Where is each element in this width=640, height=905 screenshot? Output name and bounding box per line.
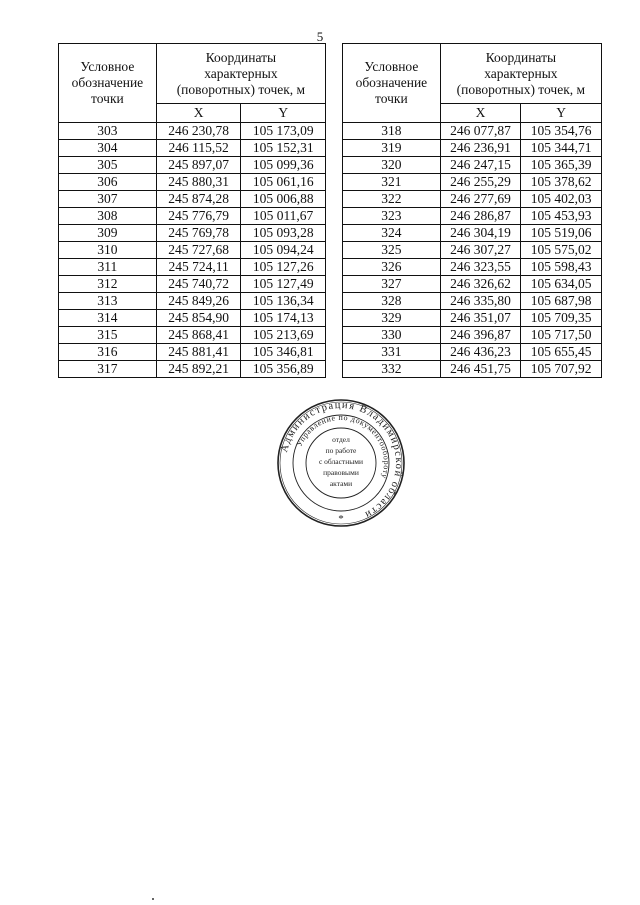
x-coord-cell: 246 351,07 [440, 310, 521, 327]
table-row [343, 225, 602, 242]
x-coord-cell: 246 304,19 [440, 225, 521, 242]
table-row [59, 157, 326, 174]
point-id-cell: 325 [343, 242, 441, 259]
y-coord-cell: 105 354,76 [521, 123, 602, 140]
y-coord-cell: 105 099,36 [241, 157, 326, 174]
point-label-line: обозначение [71, 75, 144, 90]
stamp-outer-text: Администрация Владимирской области [279, 399, 405, 521]
x-coord-cell: 245 868,41 [156, 327, 241, 344]
x-coord-cell: 246 230,78 [156, 123, 241, 140]
y-coord-cell: 105 709,35 [521, 310, 602, 327]
point-id-cell: 308 [59, 208, 157, 225]
table-row [343, 361, 602, 378]
coords-label-line: Координаты [485, 49, 557, 65]
svg-text:с областными: с областными [318, 457, 364, 466]
x-coord-cell: 245 874,28 [156, 191, 241, 208]
point-label-line: точки [375, 91, 408, 106]
svg-text:отдел: отдел [332, 435, 350, 444]
coordinates-table-left [58, 43, 326, 378]
table-row [59, 174, 326, 191]
x-coord-cell: 245 727,68 [156, 242, 241, 259]
x-header: X [156, 104, 241, 123]
y-coord-cell: 105 152,31 [241, 140, 326, 157]
point-label-line: Условное [80, 59, 135, 74]
point-label-line: обозначение [355, 75, 428, 90]
point-label-header [343, 44, 441, 123]
x-coord-cell: 246 307,27 [440, 242, 521, 259]
point-id-cell: 320 [343, 157, 441, 174]
table-row [343, 174, 602, 191]
point-id-cell: 323 [343, 208, 441, 225]
y-coord-cell: 105 717,50 [521, 327, 602, 344]
x-coord-cell: 245 849,26 [156, 293, 241, 310]
stamp-center-text [319, 435, 363, 488]
x-header: X [440, 104, 521, 123]
x-coord-cell: 246 236,91 [440, 140, 521, 157]
table-row [59, 293, 326, 310]
point-id-cell: 312 [59, 276, 157, 293]
x-coord-cell: 245 880,31 [156, 174, 241, 191]
stamp-inner-text: Управление по документообороту [294, 412, 392, 481]
table-row [343, 208, 602, 225]
point-id-cell: 306 [59, 174, 157, 191]
y-coord-cell: 105 344,71 [521, 140, 602, 157]
x-coord-cell: 246 323,55 [440, 259, 521, 276]
table-row [59, 361, 326, 378]
y-coord-cell: 105 519,06 [521, 225, 602, 242]
x-coord-cell: 246 077,87 [440, 123, 521, 140]
y-coord-cell: 105 011,67 [241, 208, 326, 225]
y-coord-cell: 105 136,34 [241, 293, 326, 310]
x-coord-cell: 246 436,23 [440, 344, 521, 361]
point-id-cell: 309 [59, 225, 157, 242]
table-row [343, 293, 602, 310]
y-coord-cell: 105 707,92 [521, 361, 602, 378]
point-id-cell: 316 [59, 344, 157, 361]
table-row [59, 276, 326, 293]
coords-label-line: характерных [484, 65, 558, 81]
coords-label-header [156, 44, 325, 104]
point-id-cell: 317 [59, 361, 157, 378]
y-coord-cell: 105 356,89 [241, 361, 326, 378]
table-row [59, 242, 326, 259]
table-body-left [59, 123, 326, 378]
x-coord-cell: 246 255,29 [440, 174, 521, 191]
y-coord-cell: 105 093,28 [241, 225, 326, 242]
table-row [343, 123, 602, 140]
point-id-cell: 329 [343, 310, 441, 327]
y-coord-cell: 105 453,93 [521, 208, 602, 225]
y-coord-cell: 105 213,69 [241, 327, 326, 344]
point-id-cell: 310 [59, 242, 157, 259]
x-coord-cell: 246 277,69 [440, 191, 521, 208]
table-row [343, 140, 602, 157]
scan-dot [152, 898, 154, 900]
table-row [59, 310, 326, 327]
y-coord-cell: 105 061,16 [241, 174, 326, 191]
table-row [59, 225, 326, 242]
coords-label-line: (поворотных) точек, м [456, 81, 586, 97]
x-coord-cell: 246 326,62 [440, 276, 521, 293]
coords-label-header [440, 44, 601, 104]
table-body-right [343, 123, 602, 378]
x-coord-cell: 245 892,21 [156, 361, 241, 378]
point-id-cell: 315 [59, 327, 157, 344]
point-id-cell: 313 [59, 293, 157, 310]
x-coord-cell: 246 451,75 [440, 361, 521, 378]
table-row [343, 242, 602, 259]
point-label-header [59, 44, 157, 123]
svg-text:актами: актами [329, 479, 353, 488]
y-coord-cell: 105 127,49 [241, 276, 326, 293]
point-id-cell: 319 [343, 140, 441, 157]
coords-label-line: (поворотных) точек, м [176, 81, 306, 97]
y-coord-cell: 105 365,39 [521, 157, 602, 174]
svg-text:правовыми: правовыми [323, 468, 359, 477]
coords-label-line: Координаты [205, 49, 277, 65]
y-coord-cell: 105 094,24 [241, 242, 326, 259]
x-coord-cell: 245 897,07 [156, 157, 241, 174]
y-coord-cell: 105 402,03 [521, 191, 602, 208]
x-coord-cell: 246 115,52 [156, 140, 241, 157]
y-coord-cell: 105 173,09 [241, 123, 326, 140]
point-id-cell: 314 [59, 310, 157, 327]
point-id-cell: 318 [343, 123, 441, 140]
x-coord-cell: 246 247,15 [440, 157, 521, 174]
x-coord-cell: 245 724,11 [156, 259, 241, 276]
point-id-cell: 327 [343, 276, 441, 293]
table-row [343, 259, 602, 276]
point-id-cell: 331 [343, 344, 441, 361]
point-id-cell: 330 [343, 327, 441, 344]
coords-label-line: характерных [204, 65, 278, 81]
point-id-cell: 326 [343, 259, 441, 276]
y-header: Y [241, 104, 326, 123]
table-row [59, 208, 326, 225]
x-coord-cell: 245 854,90 [156, 310, 241, 327]
y-coord-cell: 105 655,45 [521, 344, 602, 361]
table-row [59, 259, 326, 276]
table-row [343, 310, 602, 327]
y-coord-cell: 105 378,62 [521, 174, 602, 191]
x-coord-cell: 246 335,80 [440, 293, 521, 310]
point-id-cell: 307 [59, 191, 157, 208]
table-row [59, 140, 326, 157]
y-header: Y [521, 104, 602, 123]
svg-text:по работе: по работе [325, 446, 357, 455]
table-row [59, 344, 326, 361]
y-coord-cell: 105 598,43 [521, 259, 602, 276]
point-id-cell: 303 [59, 123, 157, 140]
y-coord-cell: 105 634,05 [521, 276, 602, 293]
page-number: 5 [316, 29, 324, 44]
x-coord-cell: 245 776,79 [156, 208, 241, 225]
point-id-cell: 324 [343, 225, 441, 242]
point-id-cell: 311 [59, 259, 157, 276]
table-row [59, 123, 326, 140]
point-id-cell: 305 [59, 157, 157, 174]
stamp-star: * [338, 513, 344, 525]
table-row [343, 191, 602, 208]
y-coord-cell: 105 174,13 [241, 310, 326, 327]
x-coord-cell: 245 740,72 [156, 276, 241, 293]
y-coord-cell: 105 346,81 [241, 344, 326, 361]
table-row [59, 191, 326, 208]
seal-stamp [276, 398, 406, 528]
x-coord-cell: 246 396,87 [440, 327, 521, 344]
table-row [343, 344, 602, 361]
point-id-cell: 321 [343, 174, 441, 191]
table-row [343, 276, 602, 293]
x-coord-cell: 245 881,41 [156, 344, 241, 361]
point-label-line: точки [91, 91, 124, 106]
table-row [343, 157, 602, 174]
table-row [59, 327, 326, 344]
point-id-cell: 322 [343, 191, 441, 208]
point-id-cell: 332 [343, 361, 441, 378]
point-label-line: Условное [364, 59, 419, 74]
y-coord-cell: 105 006,88 [241, 191, 326, 208]
point-id-cell: 328 [343, 293, 441, 310]
point-id-cell: 304 [59, 140, 157, 157]
x-coord-cell: 245 769,78 [156, 225, 241, 242]
table-row [343, 327, 602, 344]
x-coord-cell: 246 286,87 [440, 208, 521, 225]
coordinates-table-right [342, 43, 602, 378]
y-coord-cell: 105 127,26 [241, 259, 326, 276]
y-coord-cell: 105 687,98 [521, 293, 602, 310]
y-coord-cell: 105 575,02 [521, 242, 602, 259]
